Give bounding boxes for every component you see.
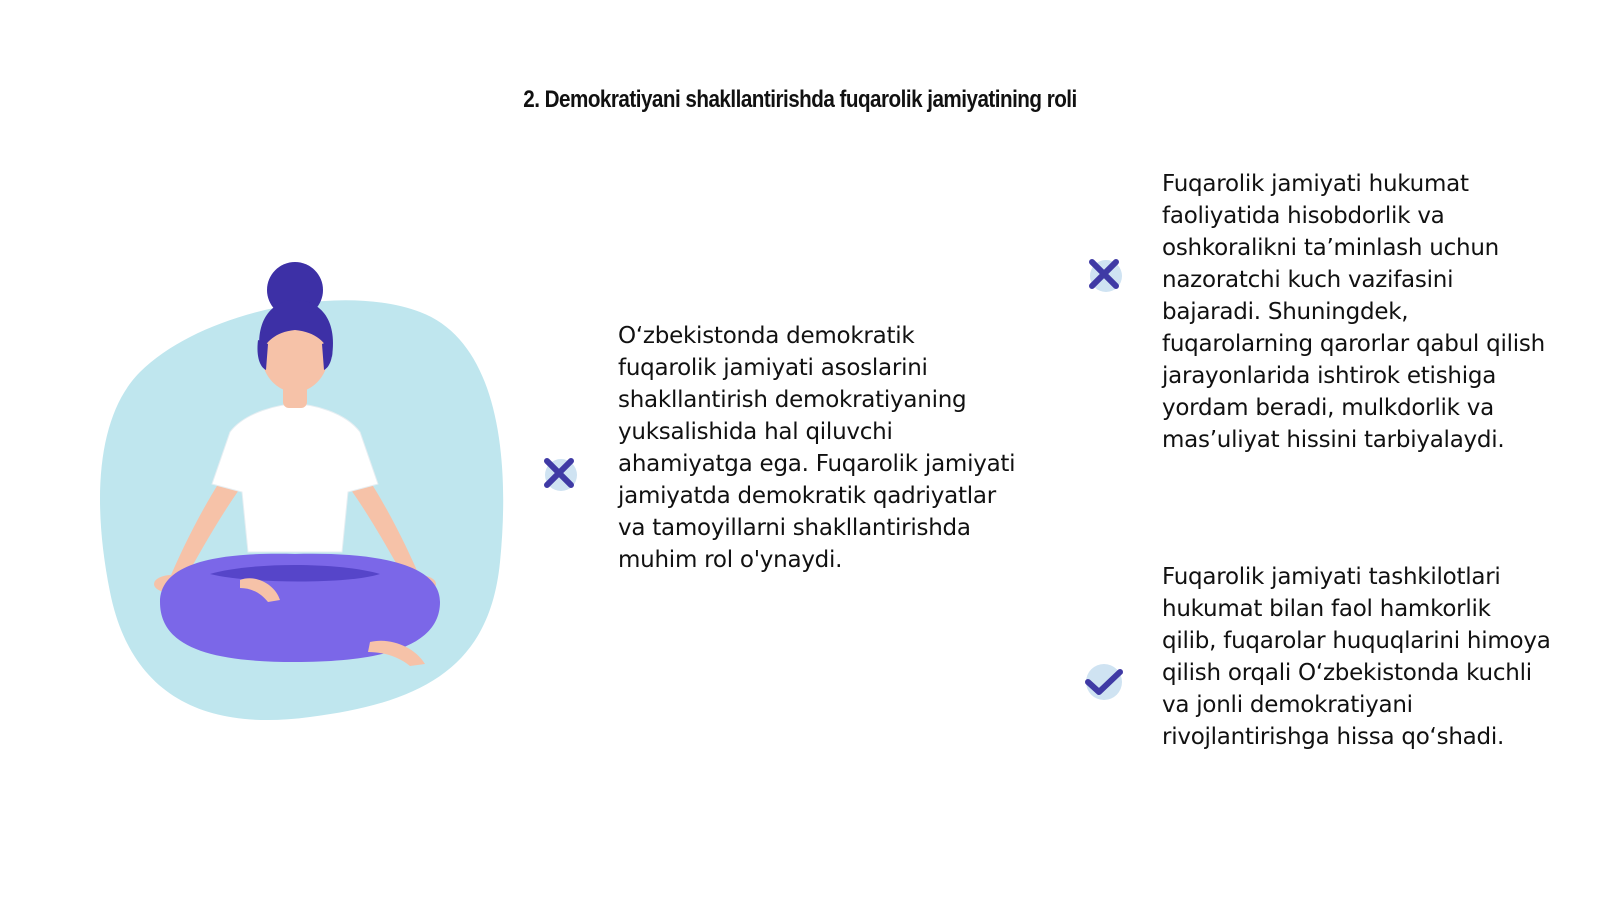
slide-title: 2. Demokratiyani shakllantirishda fuqarolik jamiyatining roli [523,86,1077,113]
meditation-illustration [80,262,520,742]
point-text-1: O‘zbekistonda demokratik fuqarolik jamiyati asoslarini shakllantirish demokratiyaning yuksalishida hal qiluvchi ahamiyatga ega. Fuqarolik jamiyati jamiyatda demokratik qadriyatlar va tamoyillarni shakllantirishda muhim rol o'ynaydi. [618,323,1016,573]
x-icon [537,451,581,495]
point-text-2: Fuqarolik jamiyati hukumat faoliyatida hisobdorlik va oshkoralikni ta’minlash uchun nazoratchi kuch vazifasini bajaradi. Shuningdek, fuqarolarning qarorlar qabul qilish jarayonlarida ishtirok etishiga yordam beradi, mulkdorlik va mas’uliyat hissini tarbiyalaydi. [1162,171,1545,453]
x-icon [1082,252,1126,296]
check-icon [1082,660,1126,704]
point-text-3: Fuqarolik jamiyati tashkilotlari hukumat bilan faol hamkorlik qilib, fuqarolar huquqlarini himoya qilish orqali O‘zbekistonda kuchli va jonli demokratiyani rivojlantirishga hissa qo‘shadi. [1162,564,1551,750]
